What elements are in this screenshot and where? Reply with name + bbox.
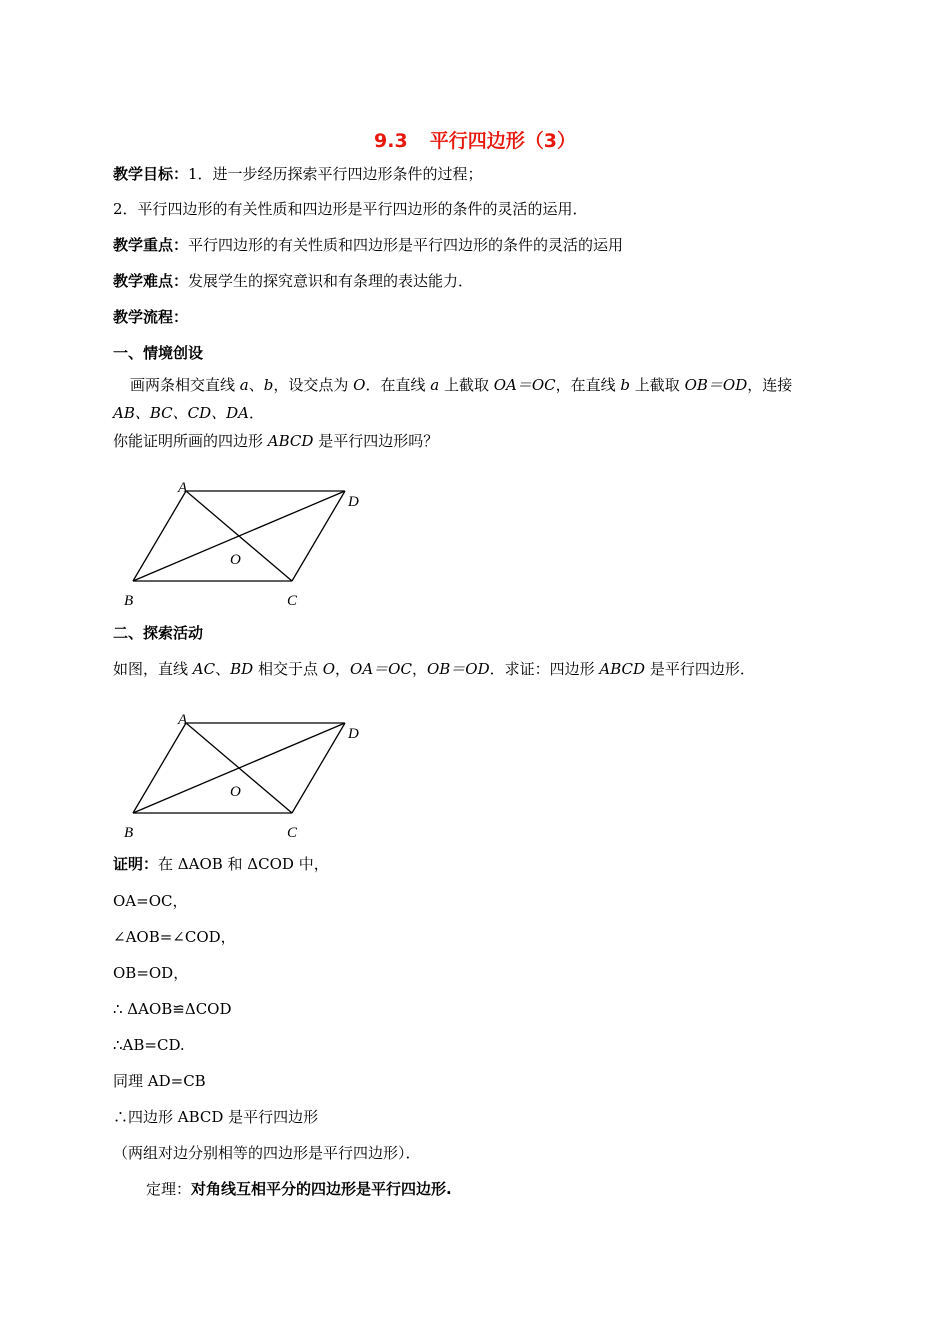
fig1-label-c: C (287, 593, 298, 609)
fig1-side-ab (133, 491, 186, 581)
s1-var-o: O (353, 376, 366, 394)
title-number: 9.3 (374, 130, 408, 152)
goals-label: 教学目标： (113, 165, 189, 183)
title-text: 平行四边形（3） (429, 130, 576, 152)
key-points-text: 平行四边形的有关性质和四边形是平行四边形的条件的灵活的运用 (188, 236, 624, 254)
s1-text-a: 画两条相交直线 (130, 376, 240, 394)
s2-o: O (322, 660, 336, 678)
s1-segments: AB、BC、CD、DA (113, 404, 249, 422)
s1-q-b: 是平行四边形吗？ (313, 432, 439, 450)
s2-eq-1: OA＝OC (350, 660, 412, 678)
fig2-label-o: O (230, 784, 241, 800)
s2-text-a: 如图，直线 (113, 660, 193, 678)
difficulty-line (113, 271, 473, 291)
theorem-line (146, 1179, 452, 1199)
proof-label: 证明： (113, 855, 159, 873)
proof-step-6: 同理 AD=CB (113, 1072, 206, 1090)
s1-var-a2: a (430, 376, 440, 394)
goals-text-1: 1．进一步经历探索平行四边形条件的过程； (188, 165, 483, 183)
s2-ac: AC (192, 660, 216, 678)
goals-line-1 (113, 164, 483, 184)
s1-text-g: 上截取 (630, 376, 685, 394)
section1-paragraph-2 (113, 403, 264, 423)
s1-text-b: 、 (248, 376, 264, 394)
figure-2-parallelogram (110, 708, 370, 848)
proof-step-5: ∴AB=CD. (113, 1036, 185, 1054)
s1-var-b: b (263, 376, 274, 394)
section1-paragraph-1 (130, 375, 792, 395)
section2-paragraph (113, 659, 755, 679)
fig2-label-d: D (348, 726, 359, 742)
s2-eq-2: OB＝OD (426, 660, 490, 678)
s1-q-var: ABCD (267, 432, 314, 450)
s1-text-d: ．在直线 (365, 376, 431, 394)
theorem-label: 定理： (146, 1180, 192, 1198)
fig1-side-dc (292, 491, 345, 581)
s1-eq-2: OB＝OD (684, 376, 748, 394)
fig2-label-c: C (287, 825, 298, 841)
s2-text-b: 、 (215, 660, 231, 678)
s2-text-e: ， (411, 660, 427, 678)
proof-step-4: ∴ ΔAOB≌ΔCOD (113, 1000, 232, 1018)
s2-abcd: ABCD (599, 660, 646, 678)
page-title (0, 126, 950, 153)
fig2-side-dc (292, 723, 345, 813)
s2-bd: BD (230, 660, 254, 678)
s1-q-a: 你能证明所画的四边形 (113, 432, 268, 450)
theorem-text: 对角线互相平分的四边形是平行四边形. (191, 1180, 452, 1198)
s1-p2-end: ． (249, 404, 265, 422)
proof-intro-line (113, 854, 329, 874)
key-points-label: 教学重点： (113, 236, 189, 254)
s1-text-c: ，设交点为 (273, 376, 354, 394)
difficulty-text: 发展学生的探究意识和有条理的表达能力． (188, 272, 474, 290)
s1-var-a: a (239, 376, 249, 394)
s1-text-f: ，在直线 (555, 376, 621, 394)
fig2-side-ab (133, 723, 186, 813)
key-points-line (113, 235, 623, 255)
fig2-label-b: B (124, 825, 134, 841)
s1-text-e: 上截取 (439, 376, 494, 394)
s2-text-d: ， (335, 660, 351, 678)
s1-var-b2: b (620, 376, 631, 394)
s2-text-f: ．求证：四边形 (489, 660, 600, 678)
goals-line-2: 2．平行四边形的有关性质和四边形是平行四边形的条件的灵活的运用． (113, 200, 588, 218)
difficulty-label: 教学难点： (113, 272, 189, 290)
proof-step-7: ∴四边形 ABCD 是平行四边形 (113, 1108, 319, 1126)
proof-step-8: （两组对边分别相等的四边形是平行四边形）． (113, 1144, 421, 1162)
section1-question (113, 431, 438, 451)
s2-text-c: 相交于点 (253, 660, 323, 678)
proof-step-1: OA=OC， (113, 892, 188, 910)
section1-heading: 一、情境创设 (113, 344, 204, 362)
section2-heading: 二、探索活动 (113, 624, 204, 642)
proof-step-2: ∠AOB=∠COD， (113, 928, 236, 946)
fig1-label-d: D (348, 494, 359, 510)
fig2-label-a: A (178, 712, 188, 728)
s1-text-h: ，连接 (747, 376, 793, 394)
proof-step-3: OB=OD， (113, 964, 189, 982)
fig1-label-a: A (178, 480, 188, 496)
proof-intro: 在 ΔAOB 和 ΔCOD 中， (158, 855, 329, 873)
s2-text-g: 是平行四边形． (645, 660, 755, 678)
process-label: 教学流程： (113, 308, 189, 326)
fig1-label-o: O (230, 552, 241, 568)
s1-eq-1: OA＝OC (493, 376, 556, 394)
fig1-label-b: B (124, 593, 134, 609)
figure-1-parallelogram (110, 476, 370, 616)
